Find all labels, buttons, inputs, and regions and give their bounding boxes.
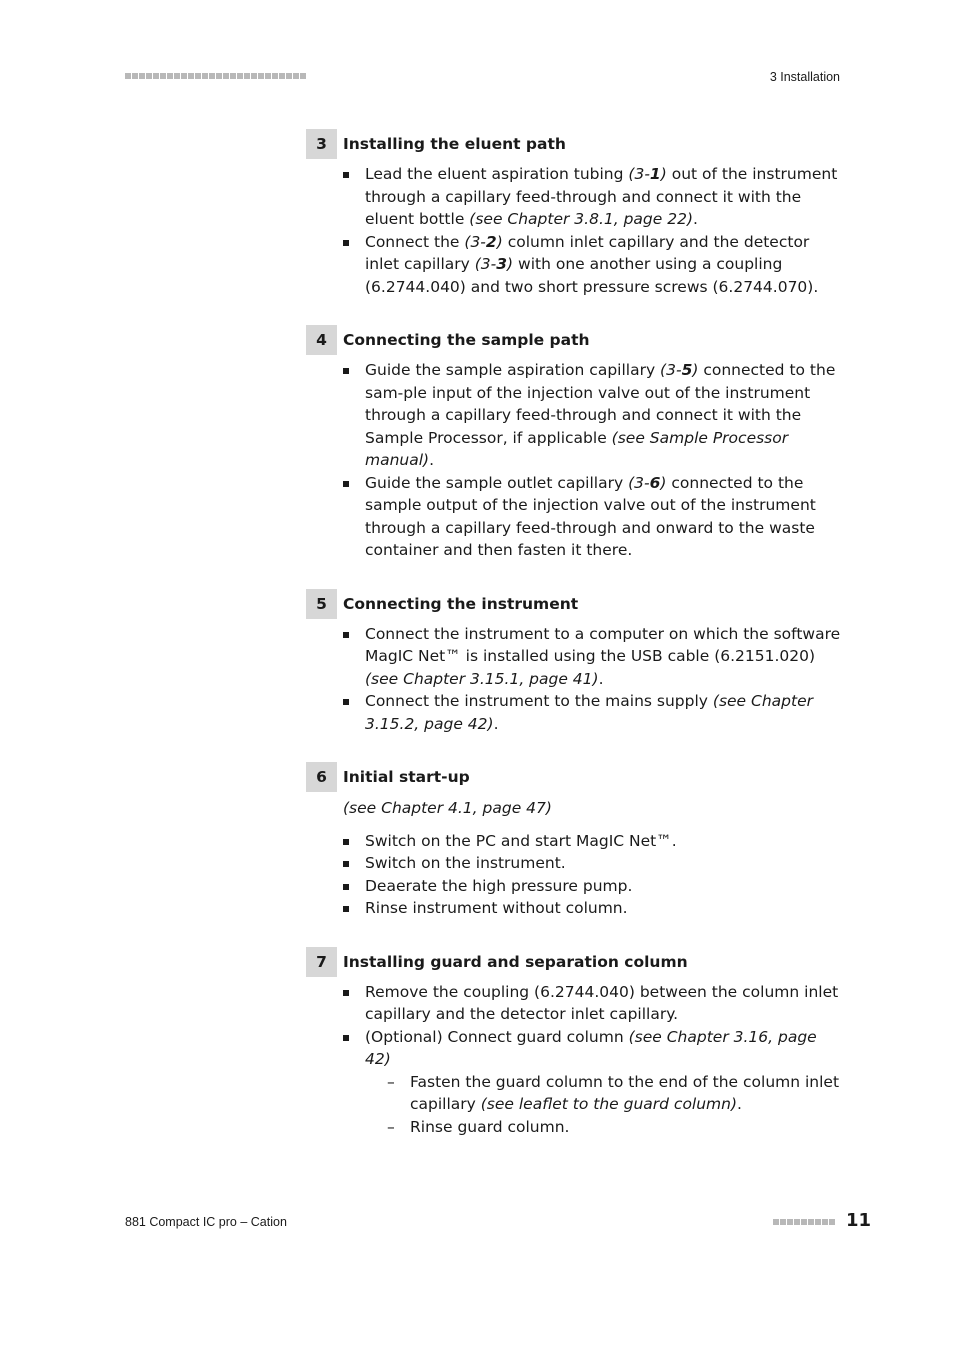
cross-reference: (see Chapter 3.15.2, page 42) [365, 692, 813, 733]
steps-content [306, 129, 846, 1165]
list-item: Lead the eluent aspiration tubing (3-1) out of the instrument through a capillary feed-through and connect it with the eluent bottle (see Chapter 3.8.1, page 22). [365, 163, 846, 231]
footer-title: 881 Compact IC pro – Cation [125, 1215, 287, 1229]
list-item: Switch on the instrument. [365, 852, 846, 875]
step [306, 325, 846, 562]
cross-reference: (see leaflet to the guard column) [480, 1095, 738, 1113]
step-title: Installing the eluent path [343, 135, 566, 153]
step [306, 762, 846, 920]
step-number: 7 [306, 947, 337, 977]
page-number: 11 [846, 1210, 872, 1231]
list-item: Connect the (3-2) column inlet capillary and the detector inlet capillary (3-3) with one another using a coupling (6.2744.040) and two short pressure screws (6.2744.070). [365, 231, 846, 299]
list-item: Guide the sample outlet capillary (3-6) connected to the sample output of the injection valve out of the instrument through a capillary feed-through and onward to the waste container and then fasten it there. [365, 472, 846, 562]
cross-reference: (see Chapter 3.8.1, page 22) [469, 210, 694, 228]
step-number: 3 [306, 129, 337, 159]
header-chapter: 3 Installation [769, 70, 840, 84]
list-item: Switch on the PC and start MagIC Net™. [365, 830, 846, 853]
footer-decoration [773, 1219, 835, 1225]
step-title: Connecting the sample path [343, 331, 590, 349]
cross-reference: (see Chapter 3.16, page 42) [365, 1027, 817, 1068]
step-title: Connecting the instrument [343, 594, 579, 613]
list-item: Remove the coupling (6.2744.040) between the column inlet capillary and the detector inlet capillary. [365, 981, 846, 1026]
step-note: (see Chapter 4.1, page 47) [343, 799, 552, 817]
sub-list-item: – Fasten the guard column to the end of the column inlet capillary (see leaflet to the guard column). [410, 1071, 846, 1116]
step-number: 6 [306, 762, 337, 792]
list-item: Connect the instrument to a computer on which the software MagIC Net™ is installed using the USB cable (6.2151.020) (see Chapter 3.15.1, page 41). [365, 623, 846, 691]
step [306, 947, 846, 1139]
step-title: Initial start-up [343, 768, 470, 786]
step-number: 4 [306, 325, 337, 355]
list-item: Deaerate the high pressure pump. [365, 875, 846, 898]
cross-reference: (see Chapter 3.15.1, page 41) [365, 669, 599, 688]
list-item: (Optional) Connect guard column (see Chapter 3.16, page 42) – Fasten the guard column to the end of the column inlet capillary (see leaflet to the guard column). – Rinse guard column. [365, 1026, 846, 1139]
list-item: Rinse instrument without column. [365, 897, 846, 920]
cross-reference: (see Sample Processor manual) [365, 428, 789, 469]
step [306, 589, 846, 736]
list-item: Connect the instrument to the mains supply (see Chapter 3.15.2, page 42). [365, 690, 846, 735]
step [306, 129, 846, 298]
step-number: 5 [306, 589, 337, 619]
step-title: Installing guard and separation column [343, 952, 688, 971]
list-item: Guide the sample aspiration capillary (3-5) connected to the sam-ple input of the injection valve out of the instrument through a capillary feed-through and connect it with the Sample Processor, if applicable (see Sample Processor manual). [365, 359, 846, 472]
header-decoration [125, 73, 306, 79]
sub-list-item: – Rinse guard column. [410, 1116, 846, 1139]
